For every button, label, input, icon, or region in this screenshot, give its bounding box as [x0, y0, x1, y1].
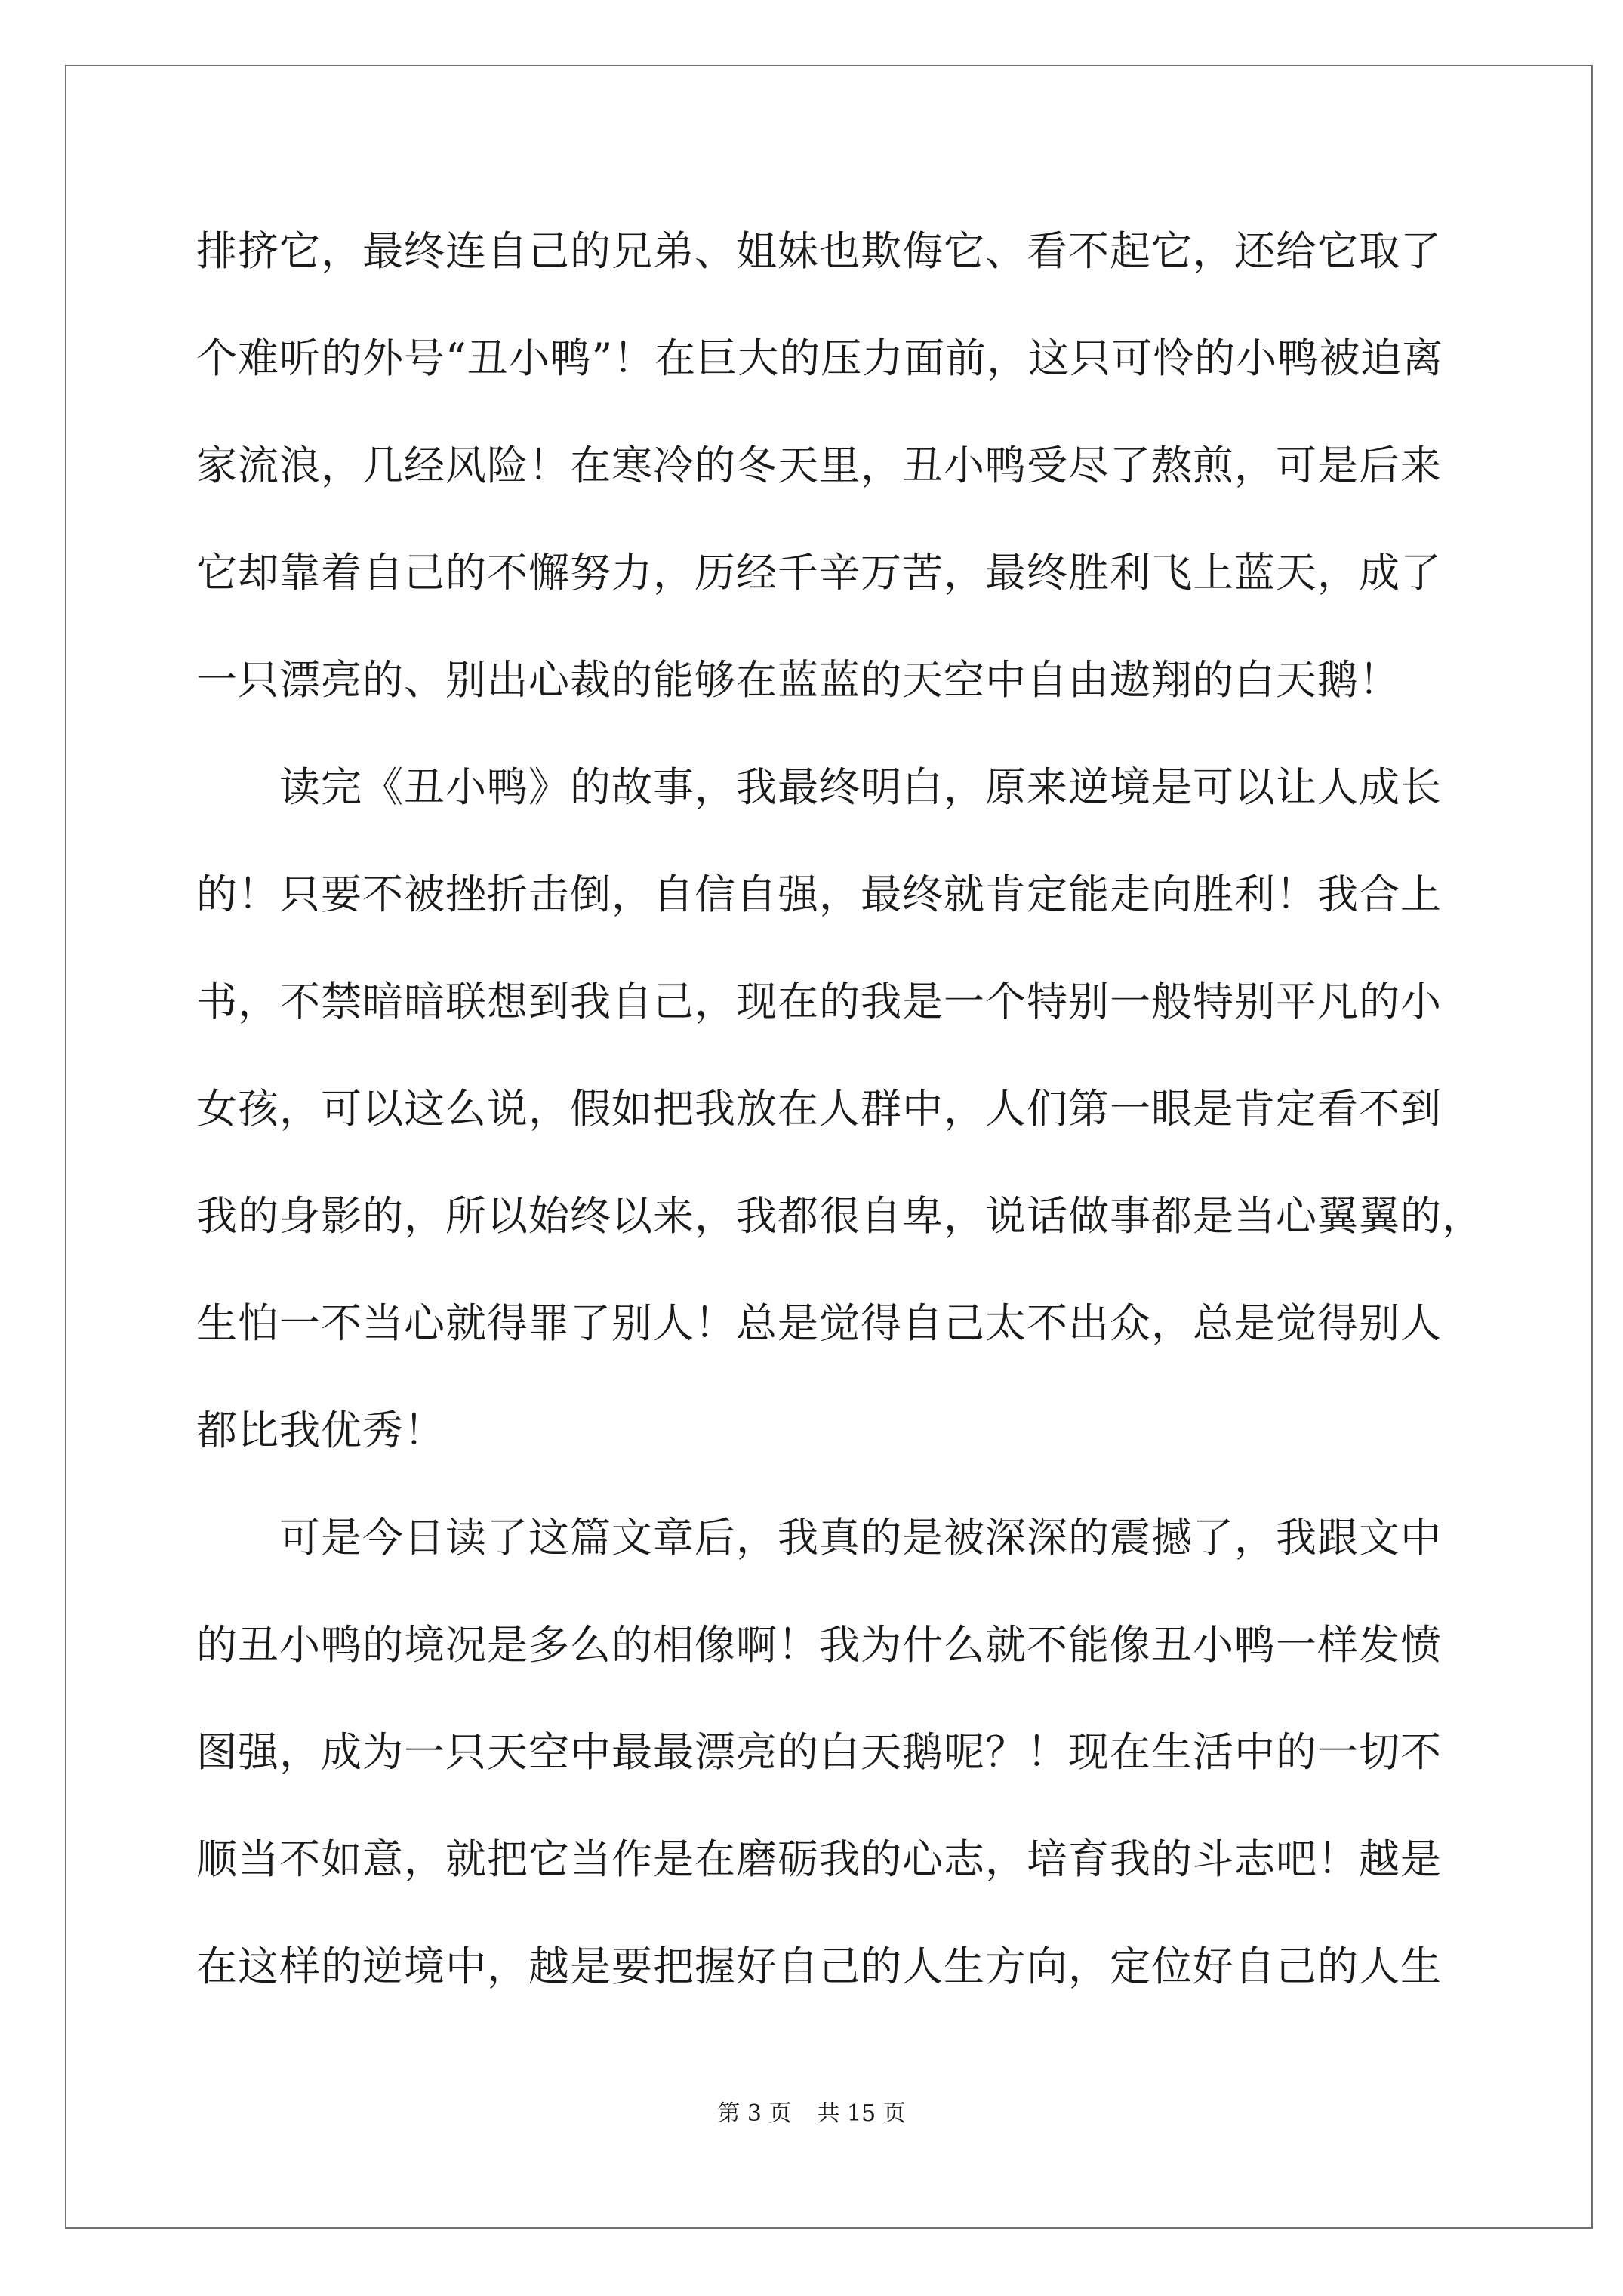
- text-line: 图强，成为一只天空中最最漂亮的白天鹅呢？！现在生活中的一切不: [196, 1728, 1442, 1776]
- page-total: 共 15 页: [817, 2100, 906, 2127]
- text-line: 一只漂亮的、别出心裁的能够在蓝蓝的天空中自由遨翔的白天鹅！: [196, 656, 1400, 704]
- text-line: 我的身影的，所以始终以来，我都很自卑，说话做事都是当心翼翼的，: [196, 1192, 1483, 1240]
- text-line: 排挤它，最终连自己的兄弟、姐妹也欺侮它、看不起它，还给它取了: [196, 227, 1442, 275]
- text-line: 生怕一不当心就得罪了别人！总是觉得自己太不出众，总是觉得别人: [196, 1299, 1442, 1347]
- text-line: 顺当不如意，就把它当作是在磨砺我的心志，培育我的斗志吧！越是: [196, 1835, 1442, 1883]
- document-body: [196, 198, 1483, 2020]
- text-line: 书，不禁暗暗联想到我自己，现在的我是一个特别一般特别平凡的小: [196, 978, 1442, 1025]
- text-line: 可是今日读了这篇文章后，我真的是被深深的震撼了，我跟文中: [279, 1514, 1442, 1561]
- page-footer: [0, 2099, 1623, 2129]
- text-line: 的丑小鸭的境况是多么的相像啊！我为什么就不能像丑小鸭一样发愤: [196, 1621, 1442, 1669]
- text-line: 女孩，可以这么说，假如把我放在人群中，人们第一眼是肯定看不到: [196, 1085, 1442, 1133]
- text-line: 都比我优秀！: [196, 1407, 445, 1454]
- text-line: 的！只要不被挫折击倒，自信自强，最终就肯定能走向胜利！我合上: [196, 871, 1442, 918]
- text-line: 它却靠着自己的不懈努力，历经千辛万苦，最终胜利飞上蓝天，成了: [196, 549, 1442, 596]
- text-line: 读完《丑小鸭》的故事，我最终明白，原来逆境是可以让人成长: [279, 763, 1442, 811]
- text-line: 在这样的逆境中，越是要把握好自己的人生方向，定位好自己的人生: [196, 1943, 1442, 1990]
- page-number: 第 3 页: [717, 2100, 792, 2127]
- text-line: 个难听的外号“丑小鸭”！在巨大的压力面前，这只可怜的小鸭被迫离: [196, 334, 1444, 382]
- text-line: 家流浪，几经风险！在寒冷的冬天里，丑小鸭受尽了熬煎，可是后来: [196, 442, 1442, 489]
